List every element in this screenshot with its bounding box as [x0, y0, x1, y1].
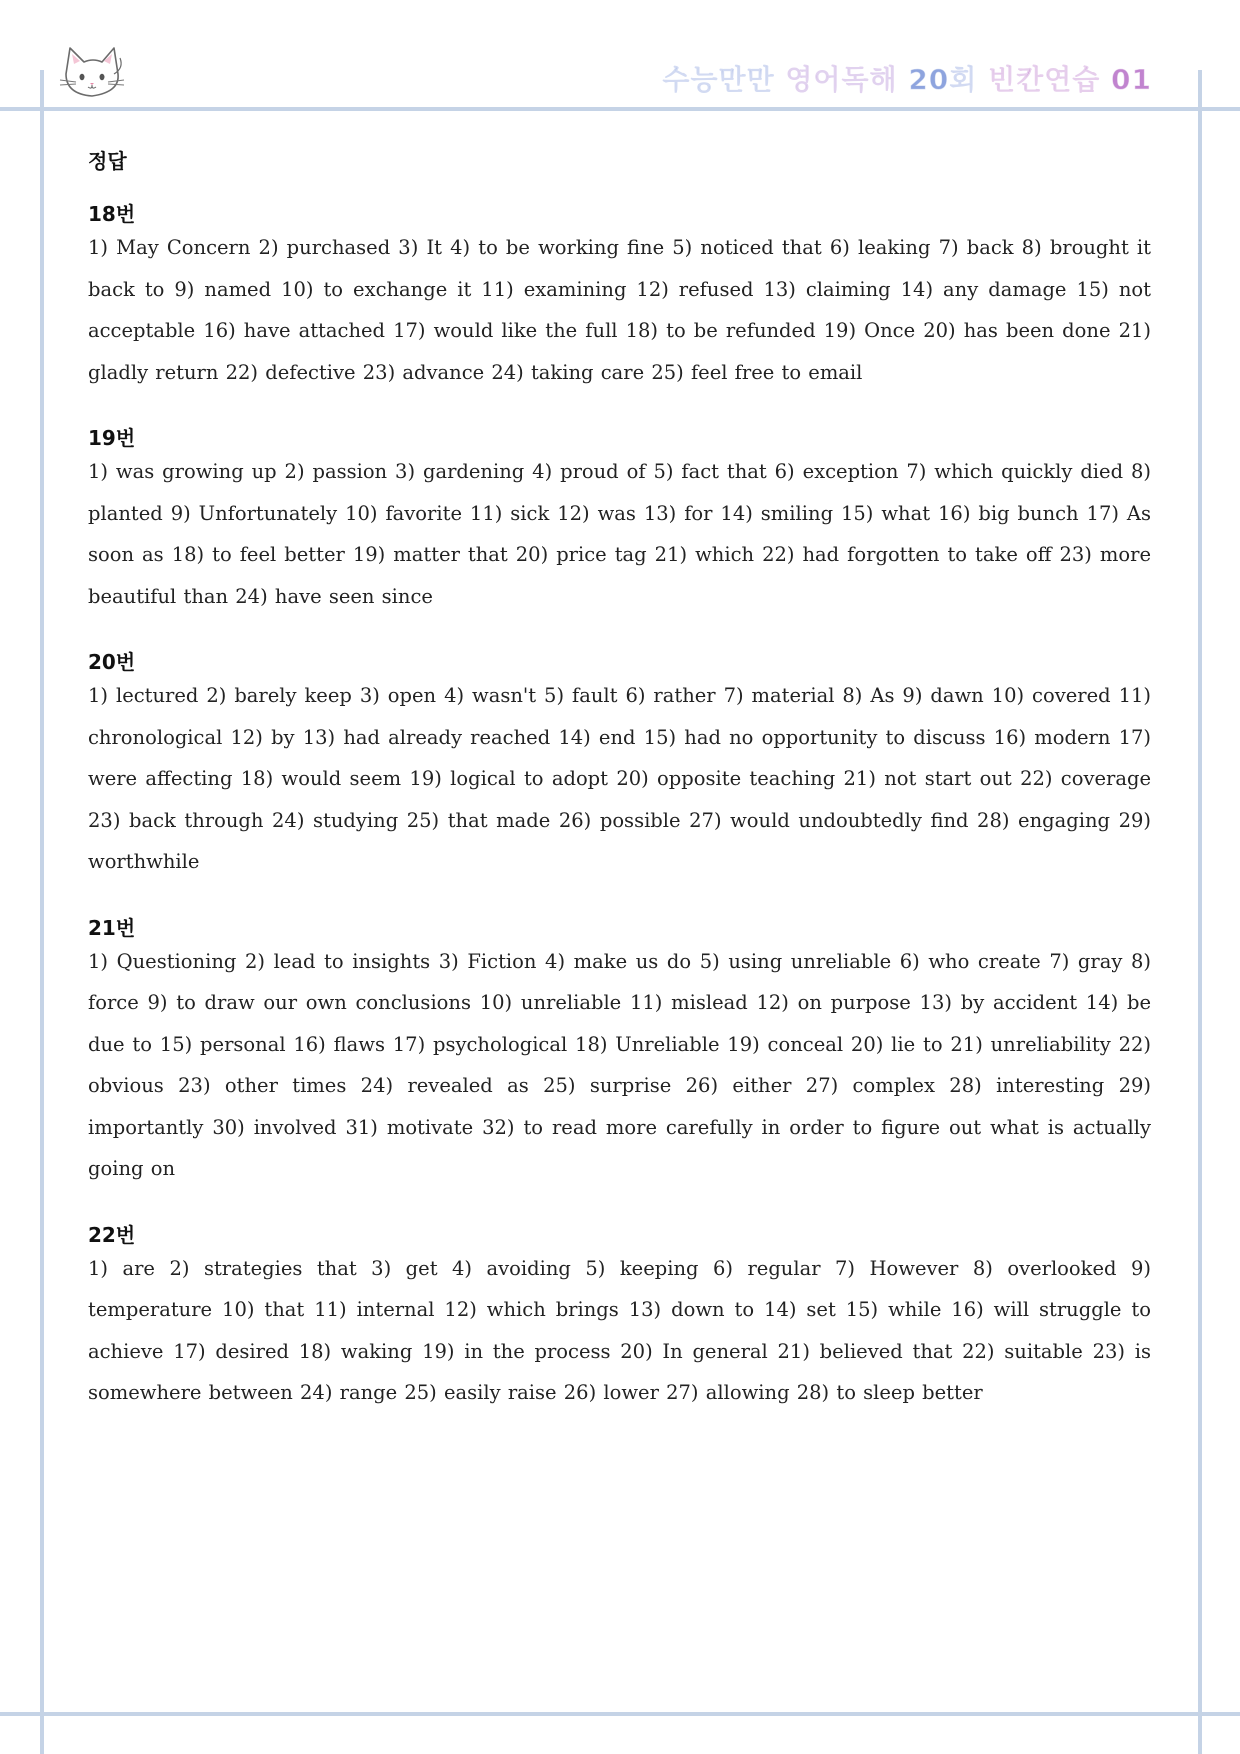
- answer-section: [88, 1222, 1151, 1414]
- header-title-part2: 영어독해: [785, 63, 898, 96]
- section-title: 19번: [88, 426, 136, 450]
- answer-section: [88, 201, 1151, 393]
- section-title: 18번: [88, 202, 136, 226]
- section-title: 20번: [88, 650, 136, 674]
- answer-content: [88, 145, 1151, 1446]
- section-title: 21번: [88, 915, 136, 940]
- header-title-part3: 20회: [908, 63, 978, 96]
- section-body: 1) lectured 2) barely keep 3) open 4) wasn't 5) fault 6) rather 7) material 8) As 9) dawn 10) covered 11) chronological 12) by 13) had already reached 14) end 15) had no opportunity to discuss 16) modern 17) were affecting 18) would seem 19) logical to adopt 20) opposite teaching 21) not start out 22) coverage 23) back through 24) studying 25) that made 26) possible 27) would undoubtedly find 28) engaging 29) worthwhile: [88, 684, 1151, 873]
- footer-rule: [0, 1712, 1240, 1716]
- section-title: 22번: [88, 1222, 136, 1247]
- section-body: 1) was growing up 2) passion 3) gardening 4) proud of 5) fact that 6) exception 7) which quickly died 8) planted 9) Unfortunately 10) favorite 11) sick 12) was 13) for 14) smiling 15) what 16) big bunch 17) As soon as 18) to feel better 19) matter that 20) price tag 21) which 22) had forgotten to take off 23) more beautiful than 24) have seen since: [88, 460, 1151, 608]
- section-body: 1) are 2) strategies that 3) get 4) avoiding 5) keeping 6) regular 7) However 8) overlooked 9) temperature 10) that 11) internal 12) which brings 13) down to 14) set 15) while 16) will struggle to achieve 17) desired 18) waking 19) in the process 20) In general 21) believed that 22) suitable 23) is somewhere between 24) range 25) easily raise 26) lower 27) allowing 28) to sleep better: [88, 1256, 1151, 1404]
- answer-section: [88, 649, 1151, 883]
- header-title-part4: 빈칸연습 01: [988, 63, 1152, 96]
- frame-right-line: [1198, 70, 1202, 1754]
- frame-left-line: [40, 70, 44, 1754]
- answer-section: [88, 915, 1151, 1190]
- header-rule: [0, 107, 1240, 111]
- section-body: 1) Questioning 2) lead to insights 3) Fiction 4) make us do 5) using unreliable 6) who create 7) gray 8) force 9) to draw our own conclusions 10) unreliable 11) mislead 12) on purpose 13) by accident 14) be due to 15) personal 16) flaws 17) psychological 18) Unreliable 19) conceal 20) lie to 21) unreliability 22) obvious 23) other times 24) revealed as 25) surprise 26) either 27) complex 28) interesting 29) importantly 30) involved 31) motivate 32) to read more carefully in order to figure out what is actually going on: [88, 949, 1151, 1180]
- answer-section: [88, 425, 1151, 617]
- section-body: 1) May Concern 2) purchased 3) It 4) to be working fine 5) noticed that 6) leaking 7) back 8) brought it back to 9) named 10) to exchange it 11) examining 12) refused 13) claiming 14) any damage 15) not acceptable 16) have attached 17) would like the full 18) to be refunded 19) Once 20) has been done 21) gladly return 22) defective 23) advance 24) taking care 25) feel free to email: [88, 236, 1151, 384]
- header-title: [662, 58, 1152, 98]
- answer-heading: 정답: [88, 149, 127, 173]
- header-title-part1: 수능만만: [662, 63, 775, 96]
- cat-face-icon: [58, 44, 128, 102]
